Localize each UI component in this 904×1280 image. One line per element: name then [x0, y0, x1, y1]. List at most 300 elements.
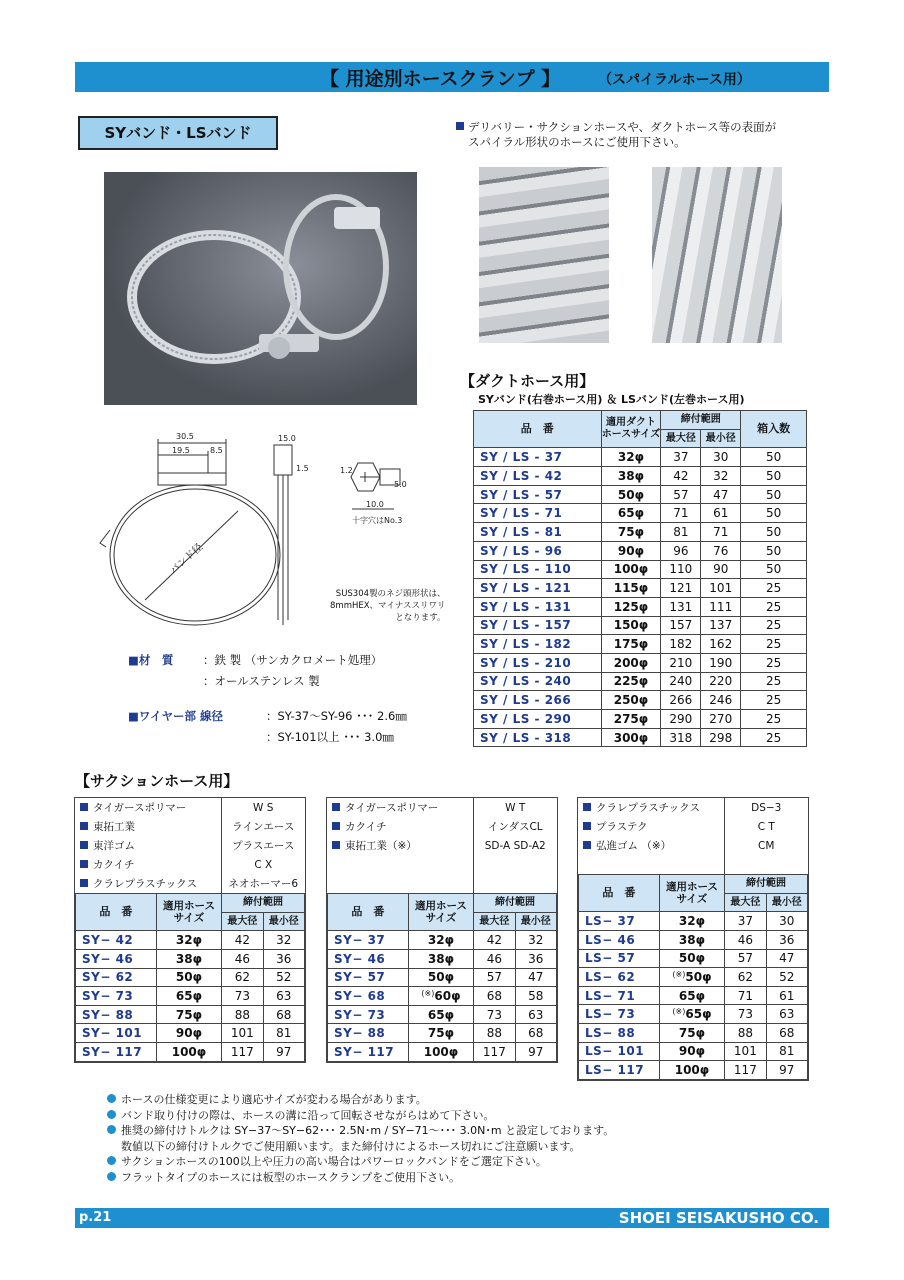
- table-row: [328, 949, 557, 968]
- bullet-square-icon: [332, 822, 340, 830]
- box-qty: 50: [741, 485, 807, 504]
- table-row: [76, 1024, 305, 1043]
- hose-size: 65φ: [659, 986, 724, 1005]
- note-item: サクションホースの100以上や圧力の高い場合はパワーロックバンドをご選定下さい。: [107, 1154, 614, 1170]
- max-diameter: 62: [725, 968, 767, 987]
- hose-product: [473, 855, 557, 874]
- max-diameter: 73: [222, 987, 264, 1006]
- header-range: 締付範囲: [222, 894, 305, 913]
- maker-name: タイガースポリマー: [345, 802, 439, 814]
- table-row: [579, 986, 808, 1005]
- maker-row: [75, 874, 305, 893]
- max-diameter: 88: [725, 1023, 767, 1042]
- part-code: LS− 88: [579, 1023, 660, 1042]
- max-diameter: 117: [222, 1042, 264, 1061]
- max-diameter: 210: [661, 653, 701, 672]
- table-row: [474, 616, 807, 635]
- hose-size: 50φ: [659, 949, 724, 968]
- hose-size: 125φ: [601, 597, 661, 616]
- box-qty: 25: [741, 728, 807, 747]
- header-min: 最小径: [515, 912, 556, 931]
- table-row: [474, 448, 807, 467]
- part-code: LS− 71: [579, 986, 660, 1005]
- max-diameter: 71: [725, 986, 767, 1005]
- min-diameter: 68: [766, 1023, 807, 1042]
- table-row: [76, 1042, 305, 1061]
- max-diameter: 71: [661, 504, 701, 523]
- max-diameter: 42: [474, 931, 516, 950]
- min-diameter: 47: [701, 485, 741, 504]
- max-diameter: 266: [661, 691, 701, 710]
- box-qty: 25: [741, 672, 807, 691]
- table-row: [474, 672, 807, 691]
- part-code: LS− 117: [579, 1061, 660, 1080]
- part-code: SY / LS - 182: [474, 635, 602, 654]
- bullet-square-icon: [80, 803, 88, 811]
- min-diameter: 97: [766, 1061, 807, 1080]
- box-qty: 25: [741, 653, 807, 672]
- header-min: 最小径: [263, 912, 304, 931]
- duct-header-code: 品 番: [474, 411, 602, 448]
- maker-name: 弘進ゴム （※）: [596, 840, 672, 852]
- bullet-square-icon: [456, 122, 464, 130]
- box-qty: 50: [741, 448, 807, 467]
- min-diameter: 111: [701, 597, 741, 616]
- min-diameter: 36: [766, 930, 807, 949]
- table-row: [579, 930, 808, 949]
- hose-size: 90φ: [156, 1024, 221, 1043]
- hose-size: 65φ: [601, 504, 661, 523]
- part-code: LS− 73: [579, 1005, 660, 1024]
- table-row: [579, 1042, 808, 1061]
- bullet-square-icon: [80, 841, 88, 849]
- min-diameter: 81: [766, 1042, 807, 1061]
- max-diameter: 110: [661, 560, 701, 579]
- maker-name: 東拓工業: [93, 821, 135, 833]
- maker-name: カクイチ: [93, 859, 135, 871]
- part-code: SY / LS - 110: [474, 560, 602, 579]
- max-diameter: 182: [661, 635, 701, 654]
- part-code: SY− 46: [328, 949, 409, 968]
- max-diameter: 290: [661, 710, 701, 729]
- hose-product: CM: [724, 836, 808, 855]
- size-table: [327, 893, 557, 1062]
- part-code: SY− 57: [328, 968, 409, 987]
- hose-size: 75φ: [659, 1023, 724, 1042]
- table-row: [474, 541, 807, 560]
- page-number: p.21: [79, 1210, 112, 1225]
- part-code: SY− 117: [328, 1042, 409, 1061]
- box-qty: 25: [741, 710, 807, 729]
- min-diameter: 71: [701, 523, 741, 542]
- maker-row: [75, 817, 305, 836]
- footnote-mark: (※): [672, 969, 686, 979]
- box-qty: 25: [741, 635, 807, 654]
- min-diameter: 52: [263, 968, 304, 987]
- part-code: SY / LS - 240: [474, 672, 602, 691]
- hose-size: 38φ: [408, 949, 473, 968]
- part-code: SY / LS - 71: [474, 504, 602, 523]
- table-row: [579, 1005, 808, 1024]
- table-row: [474, 728, 807, 747]
- min-diameter: 63: [515, 1005, 556, 1024]
- bullet-square-icon: [332, 841, 340, 849]
- maker-row: [578, 798, 808, 817]
- max-diameter: 96: [661, 541, 701, 560]
- size-table: [578, 874, 808, 1080]
- header-range: 締付範囲: [474, 894, 557, 913]
- maker-name: [345, 855, 473, 874]
- bullet-dot-icon: [107, 1156, 116, 1165]
- table-row: [474, 691, 807, 710]
- max-diameter: 68: [474, 987, 516, 1006]
- size-table: [75, 893, 305, 1062]
- hose-product: インダスCL: [473, 817, 557, 836]
- bullet-dot-icon: [107, 1172, 116, 1181]
- maker-name: [345, 874, 473, 893]
- min-diameter: 32: [263, 931, 304, 950]
- hose-photo-2: [652, 167, 782, 343]
- hose-size: 65φ: [408, 1005, 473, 1024]
- bullet-square-icon: [583, 803, 591, 811]
- max-diameter: 46: [222, 949, 264, 968]
- table-row: [474, 653, 807, 672]
- hose-size: 100φ: [156, 1042, 221, 1061]
- hose-size: 275φ: [601, 710, 661, 729]
- min-diameter: 246: [701, 691, 741, 710]
- hose-size: 300φ: [601, 728, 661, 747]
- usage-note: デリバリー・サクションホースや、ダクトホース等の表面が スパイラル形状のホースにご使用下さい。: [456, 120, 776, 150]
- hose-product: SD-A SD-A2: [473, 836, 557, 855]
- hose-size: 38φ: [156, 949, 221, 968]
- max-diameter: 57: [474, 968, 516, 987]
- table-row: [76, 949, 305, 968]
- hose-size: 38φ: [659, 930, 724, 949]
- dim-30-5: 30.5: [176, 432, 194, 441]
- note-item: フラットタイプのホースには板型のホースクランプをご使用下さい。: [107, 1170, 614, 1186]
- table-row: [474, 523, 807, 542]
- header-code: 品 番: [76, 894, 157, 931]
- part-code: SY− 101: [76, 1024, 157, 1043]
- max-diameter: 57: [661, 485, 701, 504]
- table-row: [579, 968, 808, 987]
- part-code: SY− 62: [76, 968, 157, 987]
- maker-row: [75, 836, 305, 855]
- hose-size: 75φ: [601, 523, 661, 542]
- suction-table-3: [577, 797, 809, 1081]
- maker-row: [327, 817, 557, 836]
- part-code: SY− 37: [328, 931, 409, 950]
- max-diameter: 101: [725, 1042, 767, 1061]
- clamp-photo-art: [104, 172, 417, 405]
- min-diameter: 90: [701, 560, 741, 579]
- header-min: 最小径: [766, 893, 807, 912]
- part-code: LS− 101: [579, 1042, 660, 1061]
- max-diameter: 318: [661, 728, 701, 747]
- bullet-dot-icon: [107, 1094, 116, 1103]
- max-diameter: 57: [725, 949, 767, 968]
- table-row: [76, 968, 305, 987]
- hose-size: 75φ: [408, 1024, 473, 1043]
- table-row: [474, 467, 807, 486]
- box-qty: 50: [741, 523, 807, 542]
- box-qty: 25: [741, 579, 807, 598]
- table-row: [76, 987, 305, 1006]
- box-qty: 50: [741, 560, 807, 579]
- header-max: 最大径: [725, 893, 767, 912]
- table-row: [76, 931, 305, 950]
- min-diameter: 61: [701, 504, 741, 523]
- box-qty: 50: [741, 504, 807, 523]
- clamp-photo: [104, 172, 417, 405]
- hose-size: 75φ: [156, 1005, 221, 1024]
- maker-row: [578, 817, 808, 836]
- part-code: SY− 42: [76, 931, 157, 950]
- header-range: 締付範囲: [725, 875, 808, 894]
- product-name-box: SYバンド・LSバンド: [78, 116, 278, 150]
- maker-name: クラレプラスチックス: [596, 802, 701, 814]
- maker-name: プラステク: [596, 821, 648, 833]
- hose-size: 250φ: [601, 691, 661, 710]
- hose-size: 100φ: [601, 560, 661, 579]
- table-row: [579, 912, 808, 931]
- part-code: SY / LS - 42: [474, 467, 602, 486]
- hose-size: 32φ: [659, 912, 724, 931]
- duct-table: [473, 410, 807, 747]
- max-diameter: 88: [222, 1005, 264, 1024]
- note-item: 数値以下の締付けトルクでご使用願います。また締付けによるホース切れにご注意願います。: [121, 1139, 581, 1153]
- screw-note: SUS304製のネジ頭形状は、 8mmHEX、マイナススリワリ となります。: [330, 589, 446, 623]
- max-diameter: 88: [474, 1024, 516, 1043]
- part-code: SY / LS - 266: [474, 691, 602, 710]
- maker-row: [327, 798, 557, 817]
- maker-name: カクイチ: [345, 821, 387, 833]
- table-row: [328, 987, 557, 1006]
- hose-product: W T: [473, 798, 557, 817]
- max-diameter: 37: [725, 912, 767, 931]
- max-diameter: 37: [661, 448, 701, 467]
- company-name: SHOEI SEISAKUSHO CO.: [618, 1209, 819, 1227]
- min-diameter: 61: [766, 986, 807, 1005]
- min-diameter: 81: [263, 1024, 304, 1043]
- table-row: [474, 597, 807, 616]
- note-item: 推奨の締付けトルクは SY−37～SY−62･･･ 2.5N･m / SY−71～･･･ 3.0N･m と設定しております。: [107, 1123, 614, 1139]
- hose-product: W S: [221, 798, 305, 817]
- hose-size: 175φ: [601, 635, 661, 654]
- min-diameter: 58: [515, 987, 556, 1006]
- part-code: LS− 62: [579, 968, 660, 987]
- max-diameter: 117: [725, 1061, 767, 1080]
- min-diameter: 270: [701, 710, 741, 729]
- bullet-square-icon: [80, 879, 88, 887]
- min-diameter: 63: [263, 987, 304, 1006]
- hose-size: 65φ: [156, 987, 221, 1006]
- hose-product: [724, 855, 808, 874]
- min-diameter: 101: [701, 579, 741, 598]
- hose-size: 100φ: [659, 1061, 724, 1080]
- table-row: [328, 968, 557, 987]
- min-diameter: 137: [701, 616, 741, 635]
- hose-product: ネオホーマー6: [221, 874, 305, 893]
- hose-size: 32φ: [408, 931, 473, 950]
- dim-10-0: 10.0: [366, 500, 384, 509]
- table-row: [579, 949, 808, 968]
- part-code: SY− 73: [76, 987, 157, 1006]
- part-code: SY− 88: [328, 1024, 409, 1043]
- maker-name: [596, 855, 724, 874]
- footnote-mark: (※): [421, 988, 435, 998]
- part-code: SY / LS - 57: [474, 485, 602, 504]
- dim-1-5: 1.5: [296, 464, 309, 473]
- maker-row: [578, 836, 808, 855]
- table-row: [474, 710, 807, 729]
- duct-header-size: 適用ダクト ホースサイズ: [601, 411, 661, 448]
- maker-row: [75, 855, 305, 874]
- maker-name: クラレプラスチックス: [93, 878, 198, 890]
- min-diameter: 47: [766, 949, 807, 968]
- dim-1-2: 1.2: [340, 466, 353, 475]
- page-subtitle: （スパイラルホース用）: [598, 72, 751, 88]
- maker-list: [75, 798, 305, 893]
- bullet-square-icon: [80, 822, 88, 830]
- max-diameter: 42: [222, 931, 264, 950]
- bullet-square-icon: [332, 803, 340, 811]
- max-diameter: 240: [661, 672, 701, 691]
- min-diameter: 63: [766, 1005, 807, 1024]
- hose-product: DS−3: [724, 798, 808, 817]
- header-size: 適用ホース サイズ: [659, 875, 724, 912]
- max-diameter: 42: [661, 467, 701, 486]
- min-diameter: 47: [515, 968, 556, 987]
- part-code: SY− 68: [328, 987, 409, 1006]
- table-row: [76, 1005, 305, 1024]
- part-code: SY / LS - 318: [474, 728, 602, 747]
- hose-size: 90φ: [659, 1042, 724, 1061]
- bullet-square-icon: [80, 860, 88, 868]
- header-code: 品 番: [328, 894, 409, 931]
- dim-8-5: 8.5: [210, 446, 223, 455]
- maker-row: [327, 855, 557, 874]
- table-row: [328, 1024, 557, 1043]
- table-row: [328, 1005, 557, 1024]
- hose-size: 225φ: [601, 672, 661, 691]
- box-qty: 25: [741, 597, 807, 616]
- header-size: 適用ホース サイズ: [408, 894, 473, 931]
- dim-19-5: 19.5: [172, 446, 190, 455]
- suction-table-1: [74, 797, 306, 1063]
- suction-table-2: [326, 797, 558, 1063]
- min-diameter: 68: [263, 1005, 304, 1024]
- hose-product: ラインエース: [221, 817, 305, 836]
- max-diameter: 121: [661, 579, 701, 598]
- max-diameter: 131: [661, 597, 701, 616]
- duct-header-max: 最大径: [661, 429, 701, 448]
- hose-size: 38φ: [601, 467, 661, 486]
- part-code: SY− 73: [328, 1005, 409, 1024]
- part-code: SY / LS - 81: [474, 523, 602, 542]
- table-row: [474, 579, 807, 598]
- hose-size: 32φ: [601, 448, 661, 467]
- min-diameter: 162: [701, 635, 741, 654]
- duct-header-qty: 箱入数: [741, 411, 807, 448]
- max-diameter: 62: [222, 968, 264, 987]
- hose-size: (※)65φ: [659, 1005, 724, 1024]
- min-diameter: 220: [701, 672, 741, 691]
- maker-name: タイガースポリマー: [93, 802, 187, 814]
- maker-name: 東洋ゴム: [93, 840, 135, 852]
- hose-product: プラスエース: [221, 836, 305, 855]
- min-diameter: 97: [515, 1042, 556, 1061]
- table-row: [474, 635, 807, 654]
- box-qty: 50: [741, 467, 807, 486]
- duct-header-min: 最小径: [701, 429, 741, 448]
- notes-list: [107, 1092, 614, 1185]
- hose-size: 50φ: [408, 968, 473, 987]
- header-max: 最大径: [474, 912, 516, 931]
- part-code: LS− 37: [579, 912, 660, 931]
- min-diameter: 97: [263, 1042, 304, 1061]
- hose-size: 100φ: [408, 1042, 473, 1061]
- material-spec: ■材 質 ：鉄 製 （サンカクロメート処理） ：オールステンレス 製: [128, 653, 383, 688]
- band-diameter-label: バンド径: [167, 541, 206, 577]
- header-max: 最大径: [222, 912, 264, 931]
- box-qty: 50: [741, 541, 807, 560]
- hose-size: 50φ: [601, 485, 661, 504]
- min-diameter: 68: [515, 1024, 556, 1043]
- hose-product: C X: [221, 855, 305, 874]
- max-diameter: 117: [474, 1042, 516, 1061]
- duct-header-range: 締付範囲: [661, 411, 741, 430]
- part-code: SY / LS - 131: [474, 597, 602, 616]
- part-code: SY− 88: [76, 1005, 157, 1024]
- suction-section-title: 【サクションホース用】: [75, 772, 239, 790]
- bullet-dot-icon: [107, 1110, 116, 1119]
- duct-subtitle: SYバンド(右巻ホース用) ＆ LSバンド(左巻ホース用): [478, 393, 745, 406]
- part-code: SY / LS - 96: [474, 541, 602, 560]
- min-diameter: 76: [701, 541, 741, 560]
- part-code: LS− 57: [579, 949, 660, 968]
- hose-size: 200φ: [601, 653, 661, 672]
- header-size: 適用ホース サイズ: [156, 894, 221, 931]
- hose-size: 150φ: [601, 616, 661, 635]
- note-item: ホースの仕様変更により適応サイズが変わる場合があります。: [107, 1092, 614, 1108]
- maker-row: [75, 798, 305, 817]
- page-title: 【 用途別ホースクランプ 】: [320, 68, 561, 90]
- bullet-dot-icon: [107, 1125, 116, 1134]
- part-code: SY / LS - 210: [474, 653, 602, 672]
- min-diameter: 32: [515, 931, 556, 950]
- maker-list: [578, 798, 808, 874]
- part-code: SY / LS - 121: [474, 579, 602, 598]
- header-bar: [75, 62, 829, 92]
- dim-15-0: 15.0: [278, 434, 296, 443]
- table-row: [579, 1061, 808, 1080]
- part-code: SY / LS - 37: [474, 448, 602, 467]
- max-diameter: 73: [474, 1005, 516, 1024]
- part-code: LS− 46: [579, 930, 660, 949]
- duct-section-title: 【ダクトホース用】: [460, 372, 595, 390]
- hole-note: 十字穴はNo.3: [352, 516, 403, 525]
- note-item: バンド取り付けの際は、ホースの溝に沿って回転させながらはめて下さい。: [107, 1108, 614, 1124]
- hose-size: 50φ: [156, 968, 221, 987]
- max-diameter: 157: [661, 616, 701, 635]
- table-row: [474, 485, 807, 504]
- part-code: SY− 46: [76, 949, 157, 968]
- max-diameter: 81: [661, 523, 701, 542]
- hose-size: 32φ: [156, 931, 221, 950]
- maker-name: 東拓工業（※）: [345, 840, 417, 852]
- hose-product: [473, 874, 557, 893]
